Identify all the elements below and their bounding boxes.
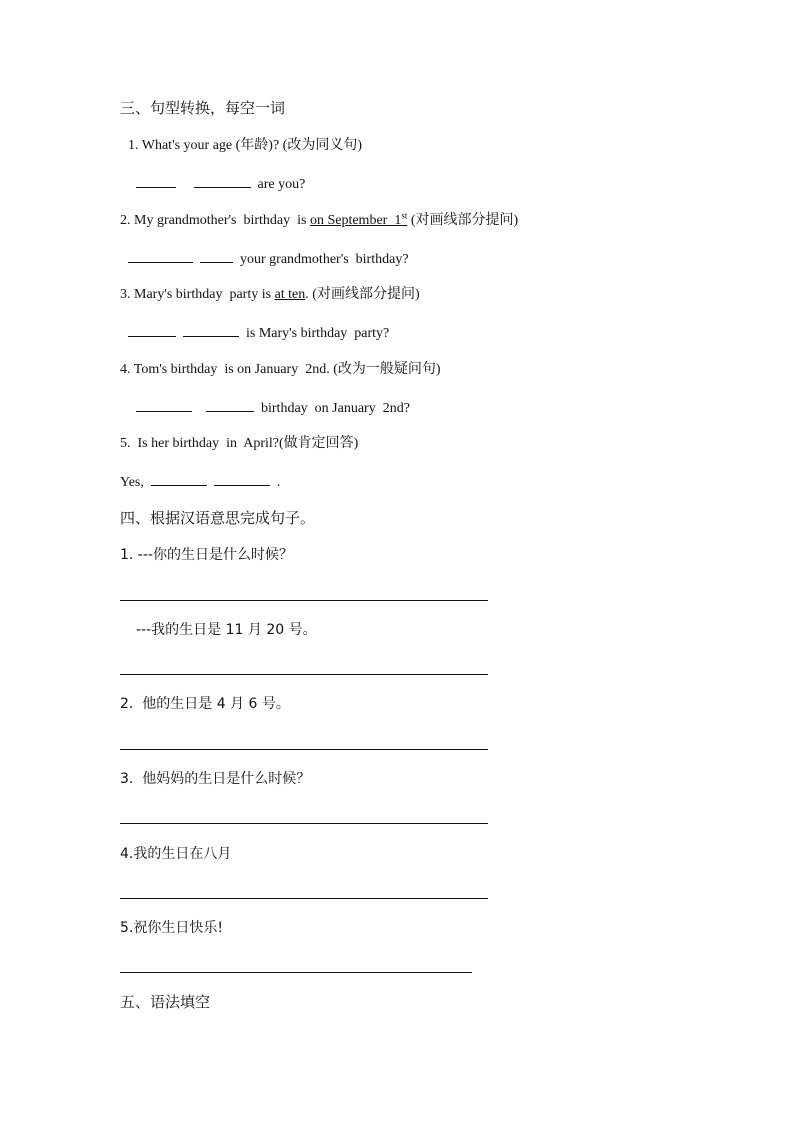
answer-blank[interactable] — [128, 249, 193, 263]
question-4-answer-line — [136, 398, 410, 418]
answer-blank[interactable] — [128, 323, 176, 337]
prompt-prefix: 2. My grandmother's birthday is — [120, 213, 310, 228]
underlined-text: on September 1 — [309, 213, 402, 228]
answer-blank[interactable] — [136, 398, 192, 412]
prompt-suffix: . (对画线部分提问) — [305, 287, 420, 302]
question-5-answer-line — [120, 472, 280, 492]
section4-heading: 四、根据汉语意思完成句子。 — [120, 509, 316, 527]
answer-rule[interactable] — [120, 749, 488, 750]
prompt-prefix: 3. Mary's birthday party is — [120, 287, 275, 302]
translation-item: ---我的生日是 11 月 20 号。 — [136, 622, 317, 638]
answer-tail: are you? — [257, 177, 306, 192]
section3-heading: 三、句型转换，每空一词 — [120, 99, 286, 117]
answer-tail: is Mary's birthday party? — [246, 326, 390, 341]
translation-item: 2. 他的生日是 4 月 6 号。 — [120, 696, 290, 712]
underlined-phrase: at ten — [274, 287, 306, 302]
answer-tail: birthday on January 2nd? — [261, 401, 410, 416]
question-2-prompt — [120, 212, 518, 230]
translation-item: 3. 他妈妈的生日是什么时候？ — [120, 771, 311, 787]
translation-item: 1. ---你的生日是什么时候？ — [120, 547, 293, 563]
answer-rule[interactable] — [120, 600, 488, 601]
translation-item: 4.我的生日在八月 — [120, 846, 232, 862]
translation-item: 5.祝你生日快乐! — [120, 920, 223, 936]
question-4-prompt: 4. Tom's birthday is on January 2nd. (改为一般疑问句) — [120, 362, 441, 377]
answer-rule[interactable] — [120, 823, 488, 824]
ordinal-suffix: st — [401, 210, 408, 221]
question-2-answer-line — [128, 249, 409, 269]
answer-blank[interactable] — [194, 174, 251, 188]
answer-blank[interactable] — [214, 472, 270, 486]
answer-blank[interactable] — [206, 398, 254, 412]
answer-prefix: Yes, — [120, 475, 144, 490]
answer-blank[interactable] — [200, 249, 233, 263]
question-5-prompt: 5. Is her birthday in April?(做肯定回答) — [120, 436, 359, 451]
section5-heading: 五、语法填空 — [120, 993, 211, 1011]
question-1-prompt: 1. What's your age (年龄)? (改为同义句) — [128, 138, 362, 153]
answer-blank[interactable] — [183, 323, 239, 337]
answer-blank[interactable] — [136, 174, 176, 188]
answer-rule[interactable] — [120, 674, 488, 675]
answer-tail: your grandmother's birthday? — [240, 252, 409, 267]
answer-blank[interactable] — [151, 472, 207, 486]
underlined-phrase — [309, 210, 408, 228]
answer-end: . — [276, 475, 281, 490]
answer-rule[interactable] — [120, 898, 488, 899]
question-3-answer-line — [128, 323, 389, 343]
prompt-suffix: (对画线部分提问) — [407, 213, 519, 228]
answer-rule[interactable] — [120, 972, 472, 973]
question-1-answer-line — [136, 174, 305, 194]
question-3-prompt — [120, 286, 420, 304]
